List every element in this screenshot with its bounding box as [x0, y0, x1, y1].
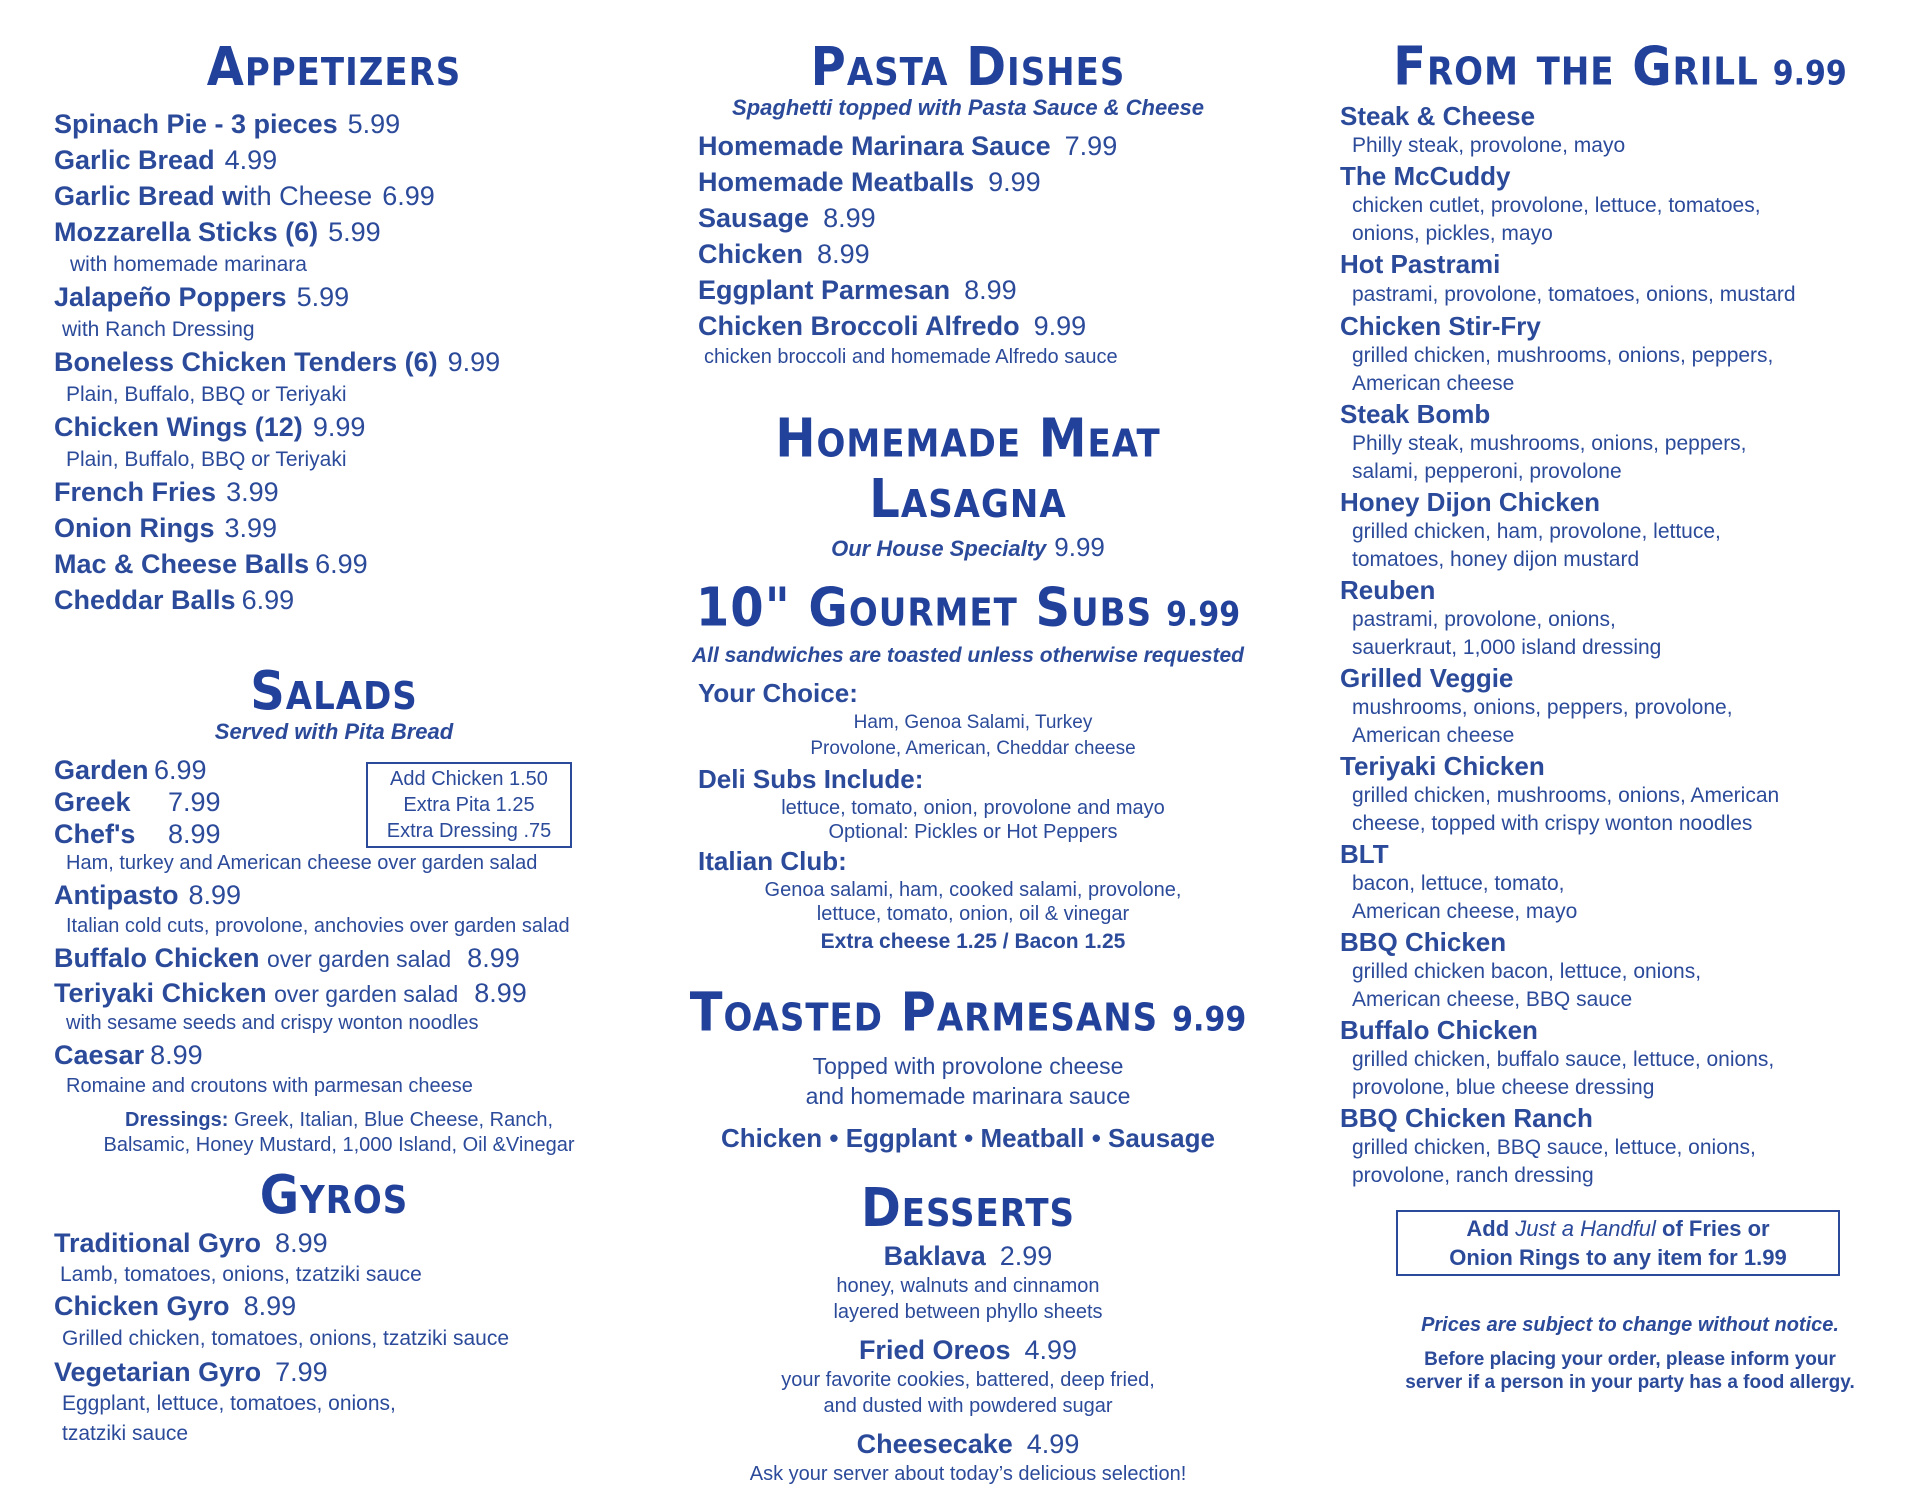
item-description: Plain, Buffalo, BBQ or Teriyaki — [66, 448, 347, 471]
menu-item: Chicken Gyro 8.99 — [54, 1291, 297, 1321]
item-description: pastrami, provolone, tomatoes, onions, mustard — [1352, 283, 1796, 306]
menu-item: Garlic Bread 4.99 — [54, 145, 278, 175]
menu-item: Fried Oreos 4.99 — [858, 1335, 1078, 1365]
subs-extras: Extra cheese 1.25 / Bacon 1.25 — [820, 930, 1126, 953]
menu-item: Chicken Broccoli Alfredo 9.99 — [698, 311, 1087, 341]
menu-item: Teriyaki Chicken — [1340, 751, 1545, 781]
menu-item: Cheddar Balls 6.99 — [54, 585, 295, 615]
desserts-list — [688, 1239, 1248, 1487]
add-fries-box: Add Just a Handful of Fries or Onion Rings to any item for 1.99 — [1396, 1210, 1840, 1276]
menu-item: Chicken Wings (12) 9.99 — [54, 412, 366, 442]
pasta-heading: Pasta Dishes — [810, 35, 1126, 99]
appetizers-heading: Appetizers — [206, 35, 462, 99]
menu-item: Antipasto 8.99 — [54, 880, 242, 910]
menu-item: BBQ Chicken Ranch — [1340, 1103, 1593, 1133]
menu-item: Mac & Cheese Balls 6.99 — [54, 549, 368, 579]
menu-item: Chicken Stir-Fry — [1340, 311, 1541, 341]
deli-subs-details: lettuce, tomato, onion, provolone and mayo Optional: Pickles or Hot Peppers — [781, 797, 1165, 843]
menu-item: Garlic Bread with Cheese 6.99 — [54, 181, 435, 211]
subs-details — [688, 676, 1248, 958]
menu-item: Reuben — [1340, 575, 1436, 605]
menu-item: Hot Pastrami — [1340, 249, 1501, 279]
menu-item: Sausage 8.99 — [698, 203, 876, 233]
item-description: Romaine and croutons with parmesan cheese — [66, 1075, 473, 1097]
item-description: bacon, lettuce, tomato, American cheese, mayo — [1352, 872, 1578, 923]
menu-item: Chicken 8.99 — [698, 239, 870, 269]
menu-item: Mozzarella Sticks (6) 5.99 — [54, 217, 381, 247]
item-description: grilled chicken, ham, provolone, lettuce, tomatoes, honey dijon mustard — [1352, 520, 1721, 571]
menu-item: Spinach Pie - 3 pieces 5.99 — [54, 109, 401, 139]
item-description: Philly steak, mushrooms, onions, peppers, salami, pepperoni, provolone — [1352, 432, 1747, 483]
item-description: grilled chicken, BBQ sauce, lettuce, onions, provolone, ranch dressing — [1352, 1136, 1756, 1187]
menu-item: Grilled Veggie — [1340, 663, 1514, 693]
pasta-subtitle: Spaghetti topped with Pasta Sauce & Cheese — [732, 95, 1204, 120]
appetizers-list — [54, 106, 624, 618]
menu-item: Eggplant Parmesan 8.99 — [698, 275, 1017, 305]
menu-item: Caesar 8.99 — [54, 1040, 203, 1070]
item-description: grilled chicken, mushrooms, onions, peppers, American cheese — [1352, 344, 1774, 395]
item-description: chicken broccoli and homemade Alfredo sauce — [704, 346, 1118, 368]
salads-subtitle: Served with Pita Bread — [214, 719, 454, 744]
gyros-list — [54, 1226, 624, 1449]
menu-item: Steak Bomb — [1340, 399, 1491, 429]
menu-item: BBQ Chicken — [1340, 927, 1507, 957]
salads-heading: Salads — [250, 659, 418, 723]
your-choice-options: Ham, Genoa Salami, Turkey Provolone, American, Cheddar cheese — [810, 712, 1136, 759]
salad-extras-box: Add Chicken 1.50 Extra Pita 1.25 Extra Dressing .75 — [366, 762, 572, 848]
column-left — [54, 35, 624, 1449]
italian-club-label: Italian Club: — [698, 846, 847, 876]
menu-item: The McCuddy — [1340, 161, 1511, 191]
your-choice-label: Your Choice: — [698, 678, 858, 708]
item-description: pastrami, provolone, onions, sauerkraut, 1,000 island dressing — [1352, 608, 1662, 659]
deli-subs-label: Deli Subs Include: — [698, 764, 924, 794]
menu-item: Garden 6.99 — [54, 755, 207, 785]
menu-item: Jalapeño Poppers 5.99 — [54, 282, 350, 312]
menu-item: Boneless Chicken Tenders (6) 9.99 — [54, 347, 501, 377]
desserts-heading: Desserts — [860, 1176, 1076, 1240]
subs-subtitle: All sandwiches are toasted unless otherwise requested — [691, 644, 1245, 667]
column-right — [1340, 35, 1900, 1394]
grill-list — [1340, 101, 1900, 1190]
dressings-note: Dressings: Greek, Italian, Blue Cheese, Ranch, Balsamic, Honey Mustard, 1,000 Island, Oil &Vinegar — [103, 1109, 575, 1156]
parmesans-heading: Toasted Parmesans 9.99 — [689, 981, 1247, 1044]
menu-item: Onion Rings 3.99 — [54, 513, 278, 543]
item-description: with homemade marinara — [70, 253, 307, 276]
menu-item: Teriyaki Chicken over garden salad 8.99 — [54, 978, 527, 1008]
item-description: Philly steak, provolone, mayo — [1352, 134, 1626, 157]
price-notice: Prices are subject to change without notice. — [1421, 1314, 1839, 1336]
grill-heading: From the Grill 9.99 — [1393, 35, 1847, 98]
italian-club-details: Genoa salami, ham, cooked salami, provolone, lettuce, tomato, onion, oil & vinegar — [764, 879, 1182, 925]
menu-item: BLT — [1340, 839, 1389, 869]
allergy-notice: Before placing your order, please inform your server if a person in your party has a food allergy. — [1405, 1349, 1855, 1393]
item-description: with sesame seeds and crispy wonton noodles — [66, 1012, 479, 1034]
parmesans-description: Topped with provolone cheese and homemade marinara sauce — [805, 1053, 1131, 1109]
salads-list — [54, 754, 624, 1158]
parmesans-options: Chicken • Eggplant • Meatball • Sausage — [721, 1123, 1215, 1153]
subs-heading: 10" Gourmet Subs 9.99 — [695, 576, 1241, 639]
gyros-heading: Gyros — [259, 1163, 409, 1227]
menu-item: Greek 7.99 — [54, 787, 221, 817]
item-description: mushrooms, onions, peppers, provolone, American cheese — [1352, 696, 1733, 747]
item-description: chicken cutlet, provolone, lettuce, tomatoes, onions, pickles, mayo — [1352, 194, 1761, 245]
menu-item: Buffalo Chicken over garden salad 8.99 — [54, 943, 520, 973]
item-description: grilled chicken bacon, lettuce, onions, American cheese, BBQ sauce — [1352, 960, 1702, 1011]
item-description: Grilled chicken, tomatoes, onions, tzatziki sauce — [62, 1327, 510, 1350]
menu-item: Honey Dijon Chicken — [1340, 487, 1601, 517]
menu-item: Homemade Meatballs 9.99 — [698, 167, 1041, 197]
item-description: Ham, turkey and American cheese over garden salad — [66, 852, 538, 874]
lasagna-heading: Homemade Meat Lasagna — [775, 407, 1161, 531]
item-description: Plain, Buffalo, BBQ or Teriyaki — [66, 383, 347, 406]
menu-item: Buffalo Chicken — [1340, 1015, 1538, 1045]
menu-item: Vegetarian Gyro 7.99 — [54, 1357, 328, 1387]
pasta-list — [688, 128, 1248, 371]
item-description: with Ranch Dressing — [62, 318, 255, 341]
item-description: Ask your server about today’s delicious selection! — [749, 1463, 1187, 1485]
menu-item: Traditional Gyro 8.99 — [54, 1228, 328, 1258]
menu-item: Cheesecake 4.99 — [856, 1429, 1080, 1459]
item-description: your favorite cookies, battered, deep fried, and dusted with powdered sugar — [781, 1369, 1155, 1417]
menu-item: Homemade Marinara Sauce 7.99 — [698, 131, 1118, 161]
lasagna-subtitle: Our House Specialty 9.99 — [831, 532, 1105, 562]
item-description: Lamb, tomatoes, onions, tzatziki sauce — [60, 1263, 422, 1286]
item-description: Italian cold cuts, provolone, anchovies over garden salad — [66, 915, 570, 937]
item-description: grilled chicken, buffalo sauce, lettuce, onions, provolone, blue cheese dressing — [1352, 1048, 1775, 1099]
column-center — [688, 35, 1248, 1487]
menu-item: Steak & Cheese — [1340, 101, 1536, 131]
item-description: honey, walnuts and cinnamon layered between phyllo sheets — [833, 1275, 1103, 1323]
menu-item: Chef's 8.99 — [54, 819, 221, 849]
item-description: Eggplant, lettuce, tomatoes, onions, tzatziki sauce — [62, 1392, 396, 1445]
item-description: grilled chicken, mushrooms, onions, American cheese, topped with crispy wonton noodles — [1352, 784, 1780, 835]
menu-item: Baklava 2.99 — [883, 1241, 1053, 1271]
menu-item: French Fries 3.99 — [54, 477, 279, 507]
